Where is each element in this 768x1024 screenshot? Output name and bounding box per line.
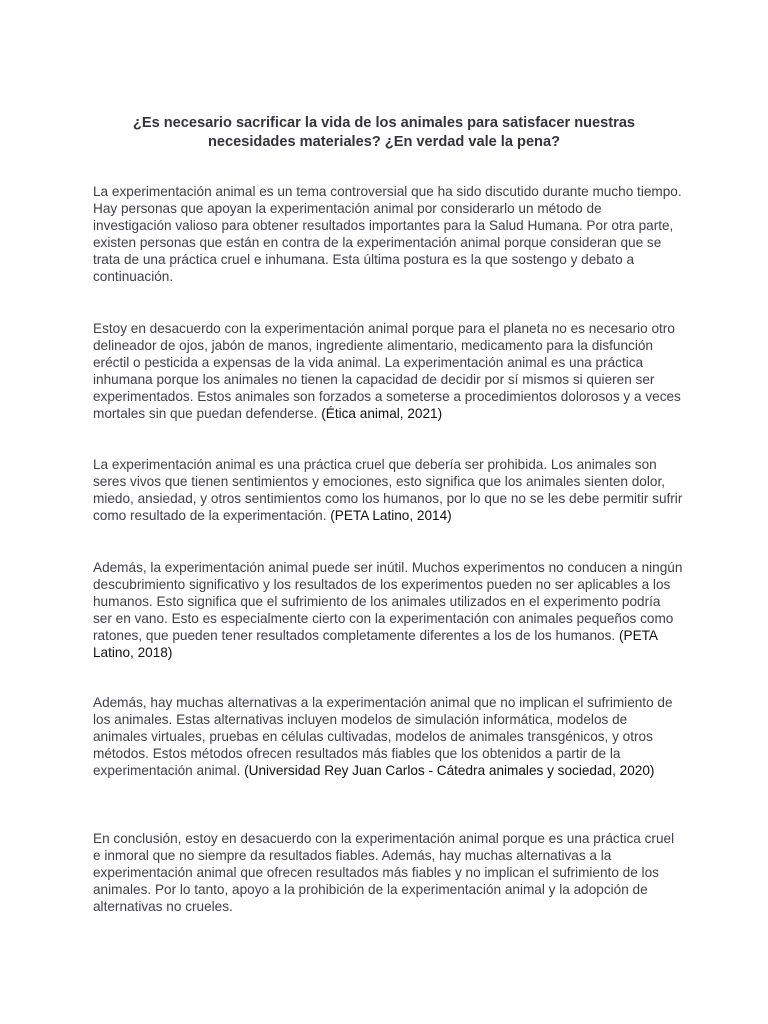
citation: (PETA Latino, 2014) <box>330 507 452 523</box>
citation: (PETA Latino, 2018) <box>93 627 658 660</box>
citation: (Ética animal, 2021) <box>321 405 443 421</box>
paragraph-introduction <box>93 184 683 285</box>
paragraph-text: Estoy en desacuerdo con la experimentación animal porque para el planeta no es necesario otro delineador de ojos, jabón de manos, ingrediente alimentario, medicamento para la disfunción eréctil o pesticida a expensas de la vida animal. La experimentación animal es una práctica inhumana porque los animales no tienen la capacidad de decidir por sí mismos si quieren ser experimentados. Estos animales son forzados a someterse a procedimientos dolorosos y a veces mortales sin que puedan defenderse. <box>93 321 681 421</box>
document-title: ¿Es necesario sacrificar la vida de los animales para satisfacer nuestras necesidades materiales? ¿En verdad vale la pena? <box>132 115 636 150</box>
paragraph-text: La experimentación animal es una práctica cruel que debería ser prohibida. Los animales son seres vivos que tienen sentimientos y emociones, esto significa que los animales sienten dolor, miedo, ansiedad, y otros sentimientos como los humanos, por lo que no se les debe permitir sufrir como resultado de la experimentación. <box>93 457 683 523</box>
paragraph-argument-1 <box>93 321 683 422</box>
paragraph-argument-2 <box>93 457 683 525</box>
paragraph-argument-4 <box>93 695 683 780</box>
paragraph-argument-3 <box>93 560 683 661</box>
paragraph-text: Además, hay muchas alternativas a la experimentación animal que no implican el sufrimiento de los animales. Estas alternativas incluyen modelos de simulación informática, modelos de animales virtuales, pruebas en células cultivadas, modelos de animales transgénicos, y otros métodos. Estos métodos ofrecen resultados más fiables que los obtenidos a partir de la experimentación animal. <box>93 695 673 778</box>
paragraph-text: La experimentación animal es un tema controversial que ha sido discutido durante mucho tiempo. Hay personas que apoyan la experimentación animal por considerarlo un método de investigación valioso para obtener resultados importantes para la Salud Humana. Por otra parte, existen personas que están en contra de la experimentación animal porque consideran que se trata de una práctica cruel e inhumana. Esta última postura es la que sostengo y debato a continuación. <box>93 184 682 284</box>
citation: (Universidad Rey Juan Carlos - Cátedra animales y sociedad, 2020) <box>244 762 655 778</box>
paragraph-conclusion <box>93 831 683 916</box>
paragraph-text: En conclusión, estoy en desacuerdo con la experimentación animal porque es una práctica cruel e inmoral que no siempre da resultados fiables. Además, hay muchas alternativas a la experimentación animal que ofrecen resultados más fiables y no implican el sufrimiento de los animales. Por lo tanto, apoyo a la prohibición de la experimentación animal y la adopción de alternativas no crueles. <box>93 831 675 914</box>
paragraph-text: Además, la experimentación animal puede ser inútil. Muchos experimentos no conducen a ningún descubrimiento significativo y los resultados de los experimentos pueden no ser aplicables a los humanos. Esto significa que el sufrimiento de los animales utilizados en el experimento podría ser en vano. Esto es especialmente cierto con la experimentación con animales pequeños como ratones, que pueden tener resultados completamente diferentes a los de los humanos. <box>93 560 683 643</box>
